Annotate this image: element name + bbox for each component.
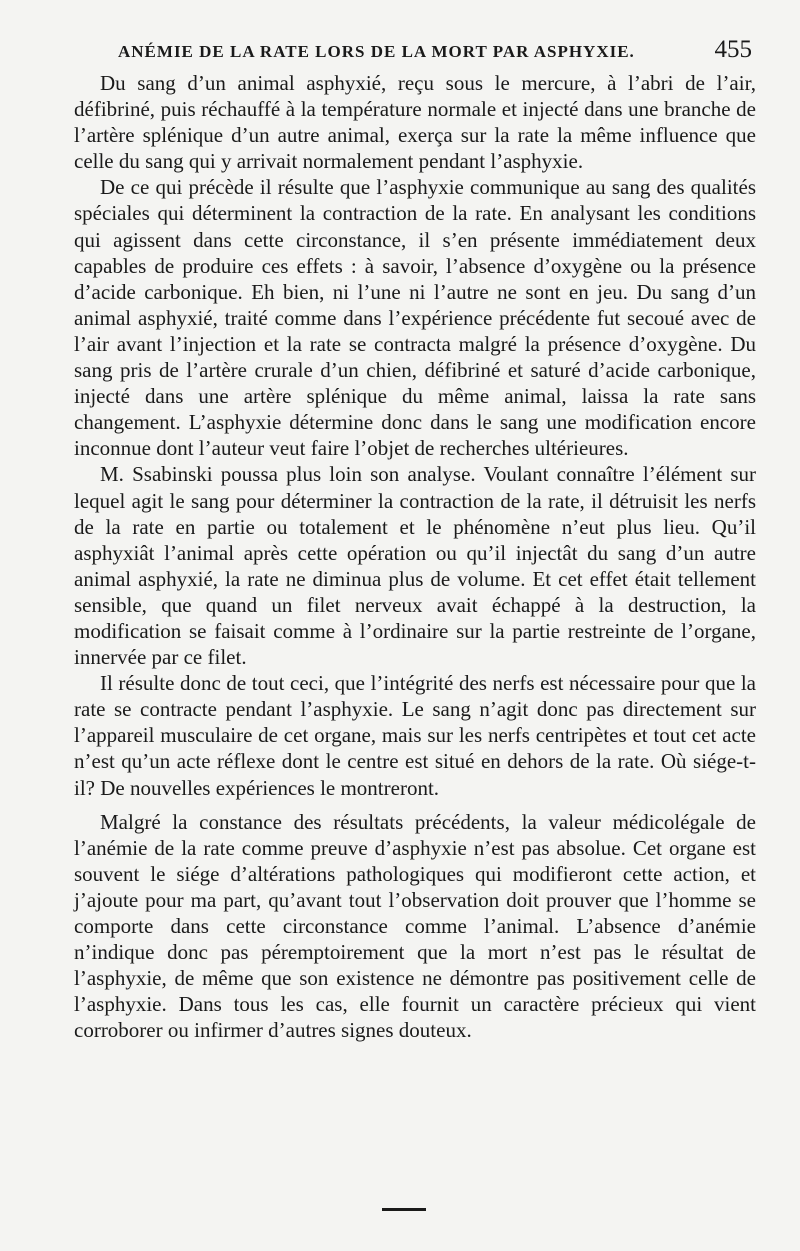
paragraph-1: Du sang d’un animal asphyxié, reçu sous le mercure, à l’abri de l’air, défibriné, puis réchauffé à la température normale et injecté dans une branche de l’artère splénique d’un autre animal, exerça sur la rate la même influence que celle du sang qui y arrivait normalement pendant l’asphyxie. bbox=[74, 71, 756, 174]
paragraph-5: Malgré la constance des résultats précédents, la valeur médicolégale de l’anémie de la rate comme preuve d’asphyxie n’est pas absolue. Cet organe est souvent le siége d’altérations pathologiques qui modifieront cette action, et j’ajoute pour ma part, qu’avant tout l’observation doit prouver que l’homme se comporte dans cette circonstance comme l’animal. L’absence d’anémie n’indique donc pas péremptoirement que la mort n’est pas le résultat de l’asphyxie, de même que son existence ne démontre pas positivement celle de l’asphyxie. Dans tous les cas, elle fournit un caractère précieux qui vient corroborer ou infirmer d’autres signes douteux. bbox=[74, 809, 756, 1043]
running-title: ANÉMIE DE LA RATE LORS DE LA MORT PAR ASPHYXIE. bbox=[118, 42, 635, 61]
page-number: 455 bbox=[714, 36, 752, 63]
body-text bbox=[74, 70, 756, 1043]
paragraph-2: De ce qui précède il résulte que l’asphyxie communique au sang des qualités spéciales qui déterminent la contraction de la rate. En analysant les conditions qui agissent dans cette circonstance, il s’en présente immédiatement deux capables de produire ces effets : à savoir, l’absence d’oxygène ou la présence d’acide carbonique. Eh bien, ni l’une ni l’autre ne sont en jeu. Du sang d’un animal asphyxié, traité comme dans l’expérience précédente fut secoué avec de l’air avant l’injection et la rate se contracta malgré la présence d’oxygène. Du sang pris de l’artère crurale d’un chien, défibriné et saturé d’acide carbonique, injecté dans une artère splénique du même animal, laissa la rate sans changement. L’asphyxie détermine donc dans le sang une modification encore inconnue dont l’auteur veut faire l’objet de recherches ultérieures. bbox=[74, 175, 756, 461]
page-header bbox=[118, 36, 756, 64]
paragraph-4: Il résulte donc de tout ceci, que l’intégrité des nerfs est nécessaire pour que la rate se contracte pendant l’asphyxie. Le sang n’agit donc pas directement sur l’appareil musculaire de cet organe, mais sur les nerfs centripètes et tout cet acte n’est qu’un acte réflexe dont le centre est situé en dehors de la rate. Où siége-t-il? De nouvelles expériences le montreront. bbox=[74, 671, 756, 800]
paragraph-3: M. Ssabinski poussa plus loin son analyse. Voulant connaître l’élément sur lequel agit le sang pour déterminer la contraction de la rate, il détruisit les nerfs de la rate en partie ou totalement et le phénomène n’eut plus lieu. Qu’il asphyxiât l’animal après cette opération ou qu’il injectât du sang d’un autre animal asphyxié, la rate ne diminua plus de volume. Et cet effet était tellement sensible, que quand un filet nerveux avait échappé à la destruction, la modification se faisait comme à l’ordinaire sur la partie restreinte de l’organe, innervée par ce filet. bbox=[74, 462, 756, 670]
section-end-rule bbox=[382, 1208, 426, 1211]
